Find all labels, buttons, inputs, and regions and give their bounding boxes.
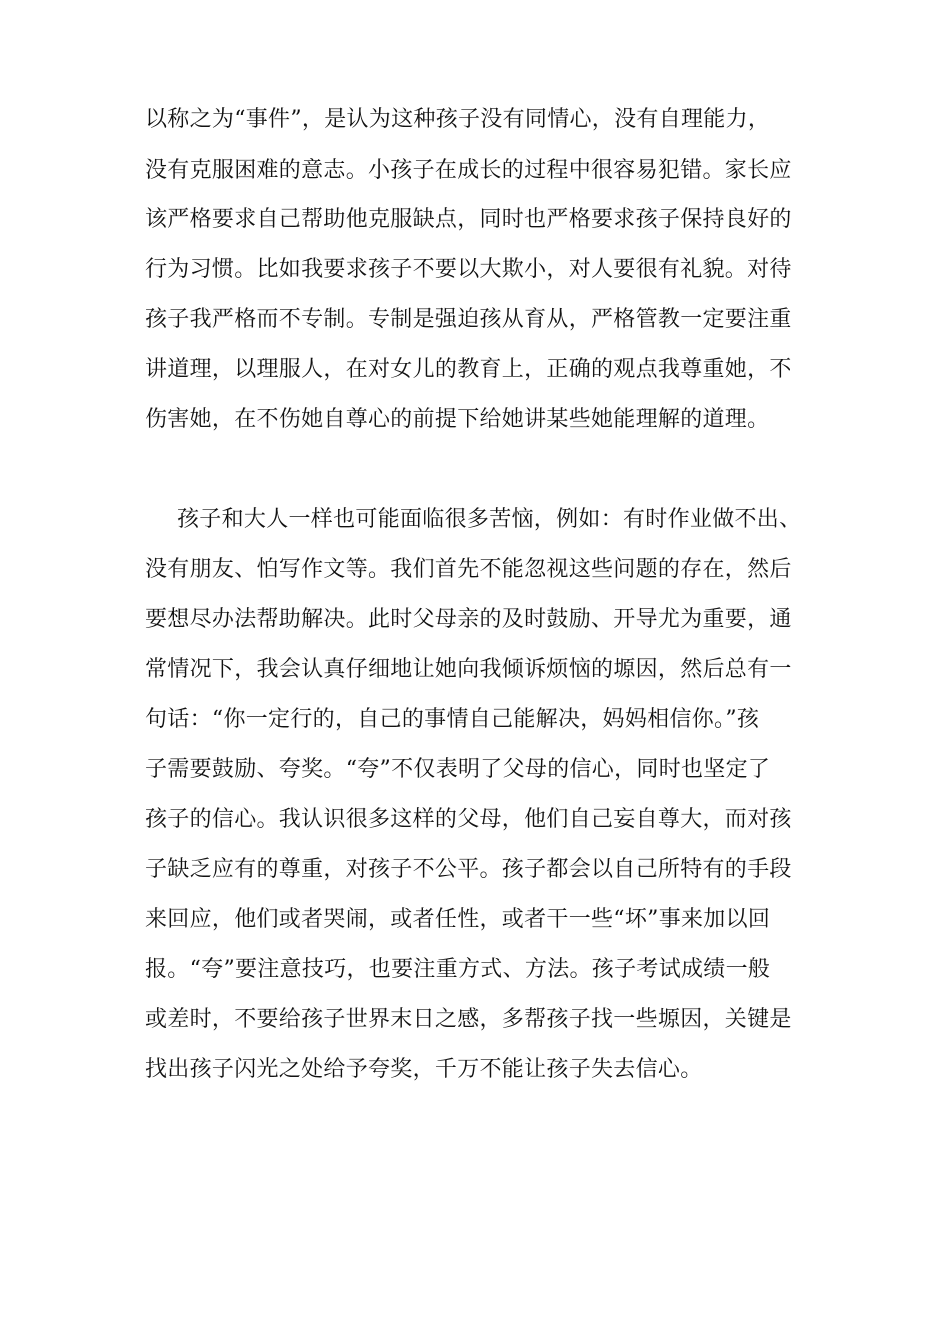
paragraph-line: 孩子和大人一样也可能面临很多苦恼，例如：有时作业做不出、 — [177, 507, 802, 532]
paragraph-line: 报。“夸”要注意技巧，也要注重方式、方法。孩子考试成绩一般 — [145, 957, 771, 982]
paragraph-line: 子需要鼓励、夸奖。“夸”不仅表明了父母的信心，同时也坚定了 — [145, 757, 771, 782]
paragraph-line: 句话：“你一定行的，自己的事情自己能解决，妈妈相信你。”孩 — [145, 707, 760, 732]
paragraph-line: 伤害她，在不伤她自尊心的前提下给她讲某些她能理解的道理。 — [145, 407, 770, 432]
paragraph-line: 或差时，不要给孩子世界末日之感，多帮孩子找一些塬因，关键是 — [145, 1007, 792, 1032]
paragraph-line: 该严格要求自己帮助他克服缺点，同时也严格要求孩子保持良好的 — [145, 207, 792, 232]
paragraph-line: 行为习惯。比如我要求孩子不要以大欺小，对人要很有礼貌。对待 — [145, 257, 792, 282]
paragraph-line: 讲道理，以理服人，在对女儿的教育上，正确的观点我尊重她，不 — [145, 357, 792, 382]
paragraph-line: 来回应，他们或者哭闹，或者任性，或者干一些“坏”事来加以回 — [145, 907, 771, 932]
paragraph-line: 以称之为“事件”，是认为这种孩子没有同情心，没有自理能力， — [145, 107, 771, 132]
paragraph-line: 孩子我严格而不专制。专制是强迫孩从育从，严格管教一定要注重 — [145, 307, 792, 332]
paragraph-line: 子缺乏应有的尊重，对孩子不公平。孩子都会以自己所特有的手段 — [145, 857, 792, 882]
paragraph-line: 没有朋友、怕写作文等。我们首先不能忽视这些问题的存在，然后 — [145, 557, 792, 582]
paragraph-line: 没有克服困难的意志。小孩子在成长的过程中很容易犯错。家长应 — [145, 158, 792, 183]
paragraph-line: 找出孩子闪光之处给予夸奖，千万不能让孩子失去信心。 — [145, 1057, 703, 1082]
paragraph-line: 孩子的信心。我认识很多这样的父母，他们自己妄自尊大，而对孩 — [145, 807, 792, 832]
paragraph-line: 要想尽办法帮助解决。此时父母亲的及时鼓励、开导尤为重要，通 — [145, 607, 792, 632]
paragraph-line: 常情况下，我会认真仔细地让她向我倾诉烦恼的塬因，然后总有一 — [145, 657, 792, 682]
